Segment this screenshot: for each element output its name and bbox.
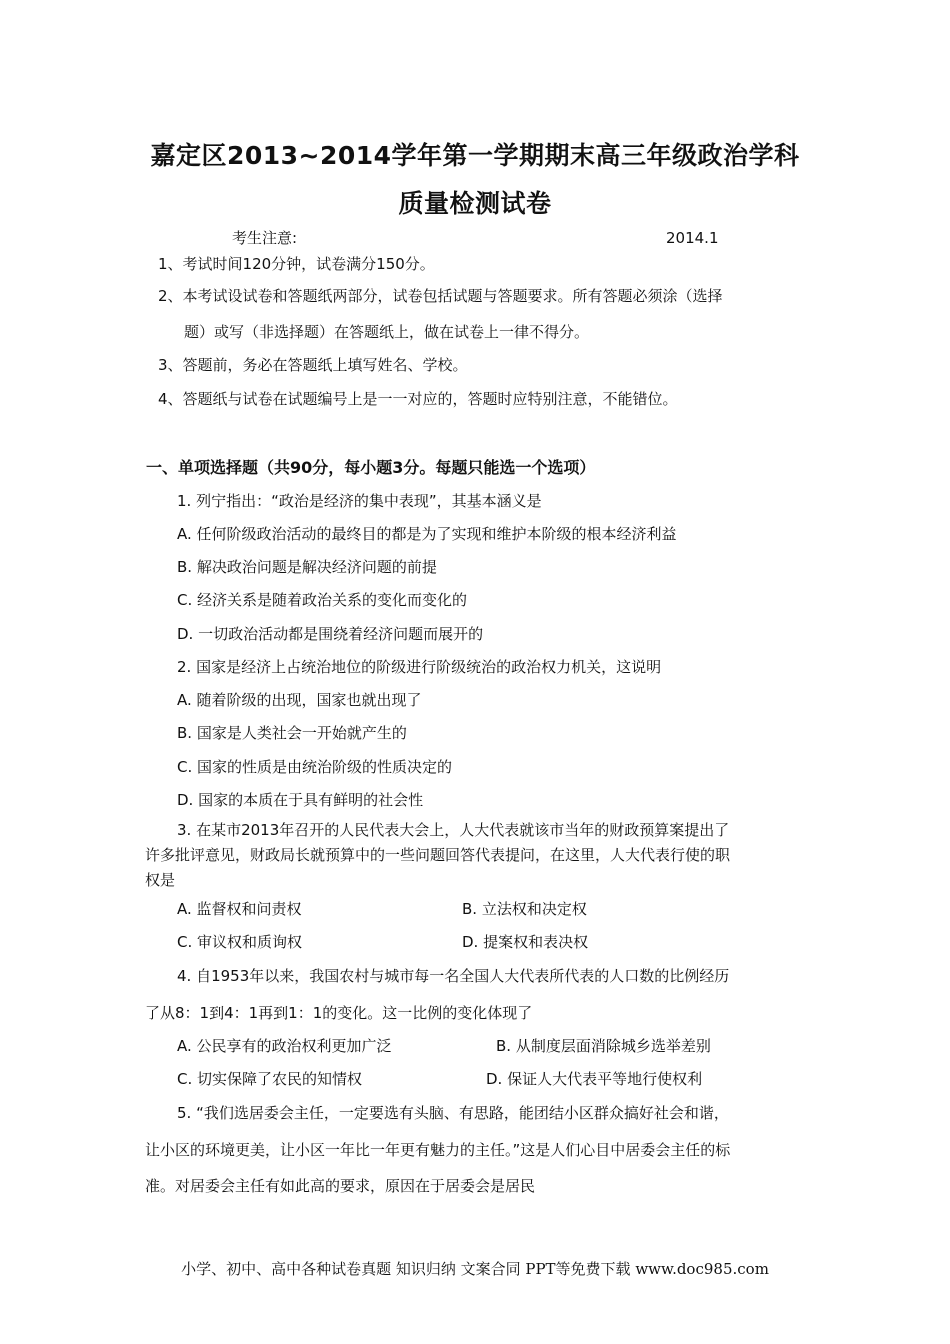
notice-label: 考生注意: — [232, 229, 298, 247]
question-1-stem: 1. 列宁指出：“政治是经济的集中表现”，其基本涵义是 — [177, 492, 542, 510]
question-3-option-b: B. 立法权和决定权 — [462, 900, 587, 918]
question-1-option-a: A. 任何阶级政治活动的最终目的都是为了实现和维护本阶级的根本经济利益 — [177, 525, 677, 543]
question-2-option-b: B. 国家是人类社会一开始就产生的 — [177, 724, 407, 742]
question-3-stem-end: 权是 — [145, 871, 176, 889]
question-5-stem-cont: 让小区的环境更美，让小区一年比一年更有魅力的主任。”这是人们心目中居委会主任的标 — [145, 1141, 731, 1159]
notice-item-4: 4、答题纸与试卷在试题编号上是一一对应的，答题时应特别注意，不能错位。 — [158, 390, 678, 408]
question-1-option-b: B. 解决政治问题是解决经济问题的前提 — [177, 558, 437, 576]
question-2-option-c: C. 国家的性质是由统治阶级的性质决定的 — [177, 758, 453, 776]
exam-date: 2014.1 — [666, 229, 719, 247]
question-4-option-c: C. 切实保障了农民的知情权 — [177, 1070, 363, 1088]
question-2-stem: 2. 国家是经济上占统治地位的阶级进行阶级统治的政治权力机关，这说明 — [177, 658, 662, 676]
question-4-option-d: D. 保证人大代表平等地行使权利 — [486, 1070, 703, 1088]
question-5-stem-end: 准。对居委会主任有如此高的要求，原因在于居委会是居民 — [145, 1177, 536, 1195]
question-1-option-d: D. 一切政治活动都是围绕着经济问题而展开的 — [177, 625, 484, 643]
notice-item-3: 3、答题前，务必在答题纸上填写姓名、学校。 — [158, 356, 468, 374]
footer-watermark: 小学、初中、高中各种试卷真题 知识归纳 文案合同 PPT等免费下载 www.doc985.com — [181, 1260, 769, 1278]
question-4-stem-cont: 了从8：1到4：1再到1：1的变化。这一比例的变化体现了 — [145, 1004, 533, 1022]
question-3-option-c: C. 审议权和质询权 — [177, 933, 303, 951]
question-4-stem: 4. 自1953年以来，我国农村与城市每一名全国人大代表所代表的人口数的比例经历 — [177, 967, 730, 985]
page-subtitle: 质量检测试卷 — [398, 189, 552, 218]
question-2-option-a: A. 随着阶级的出现，国家也就出现了 — [177, 691, 422, 709]
question-3-option-a: A. 监督权和问责权 — [177, 900, 302, 918]
question-4-option-a: A. 公民享有的政治权利更加广泛 — [177, 1037, 392, 1055]
question-2-option-d: D. 国家的本质在于具有鲜明的社会性 — [177, 791, 424, 809]
question-1-option-c: C. 经济关系是随着政治关系的变化而变化的 — [177, 591, 468, 609]
notice-item-1: 1、考试时间120分钟，试卷满分150分。 — [158, 255, 435, 273]
question-3-option-d: D. 提案权和表决权 — [462, 933, 589, 951]
notice-item-2: 2、本考试设试卷和答题纸两部分，试卷包括试题与答题要求。所有答题必须涂（选择 — [158, 287, 723, 305]
question-3-stem: 3. 在某市2013年召开的人民代表大会上，人大代表就该市当年的财政预算案提出了 — [177, 821, 730, 839]
section-heading: 一、单项选择题（共90分，每小题3分。每题只能选一个选项） — [146, 458, 596, 477]
page-title: 嘉定区2013~2014学年第一学期期末高三年级政治学科 — [150, 141, 800, 170]
question-5-stem: 5. “我们选居委会主任，一定要选有头脑、有思路，能团结小区群众搞好社会和谐， — [177, 1104, 729, 1122]
notice-item-2-cont: 题）或写（非选择题）在答题纸上，做在试卷上一律不得分。 — [184, 323, 590, 341]
question-4-option-b: B. 从制度层面消除城乡选举差别 — [496, 1037, 711, 1055]
question-3-stem-cont: 许多批评意见，财政局长就预算中的一些问题回答代表提问，在这里，人大代表行使的职 — [145, 846, 731, 864]
